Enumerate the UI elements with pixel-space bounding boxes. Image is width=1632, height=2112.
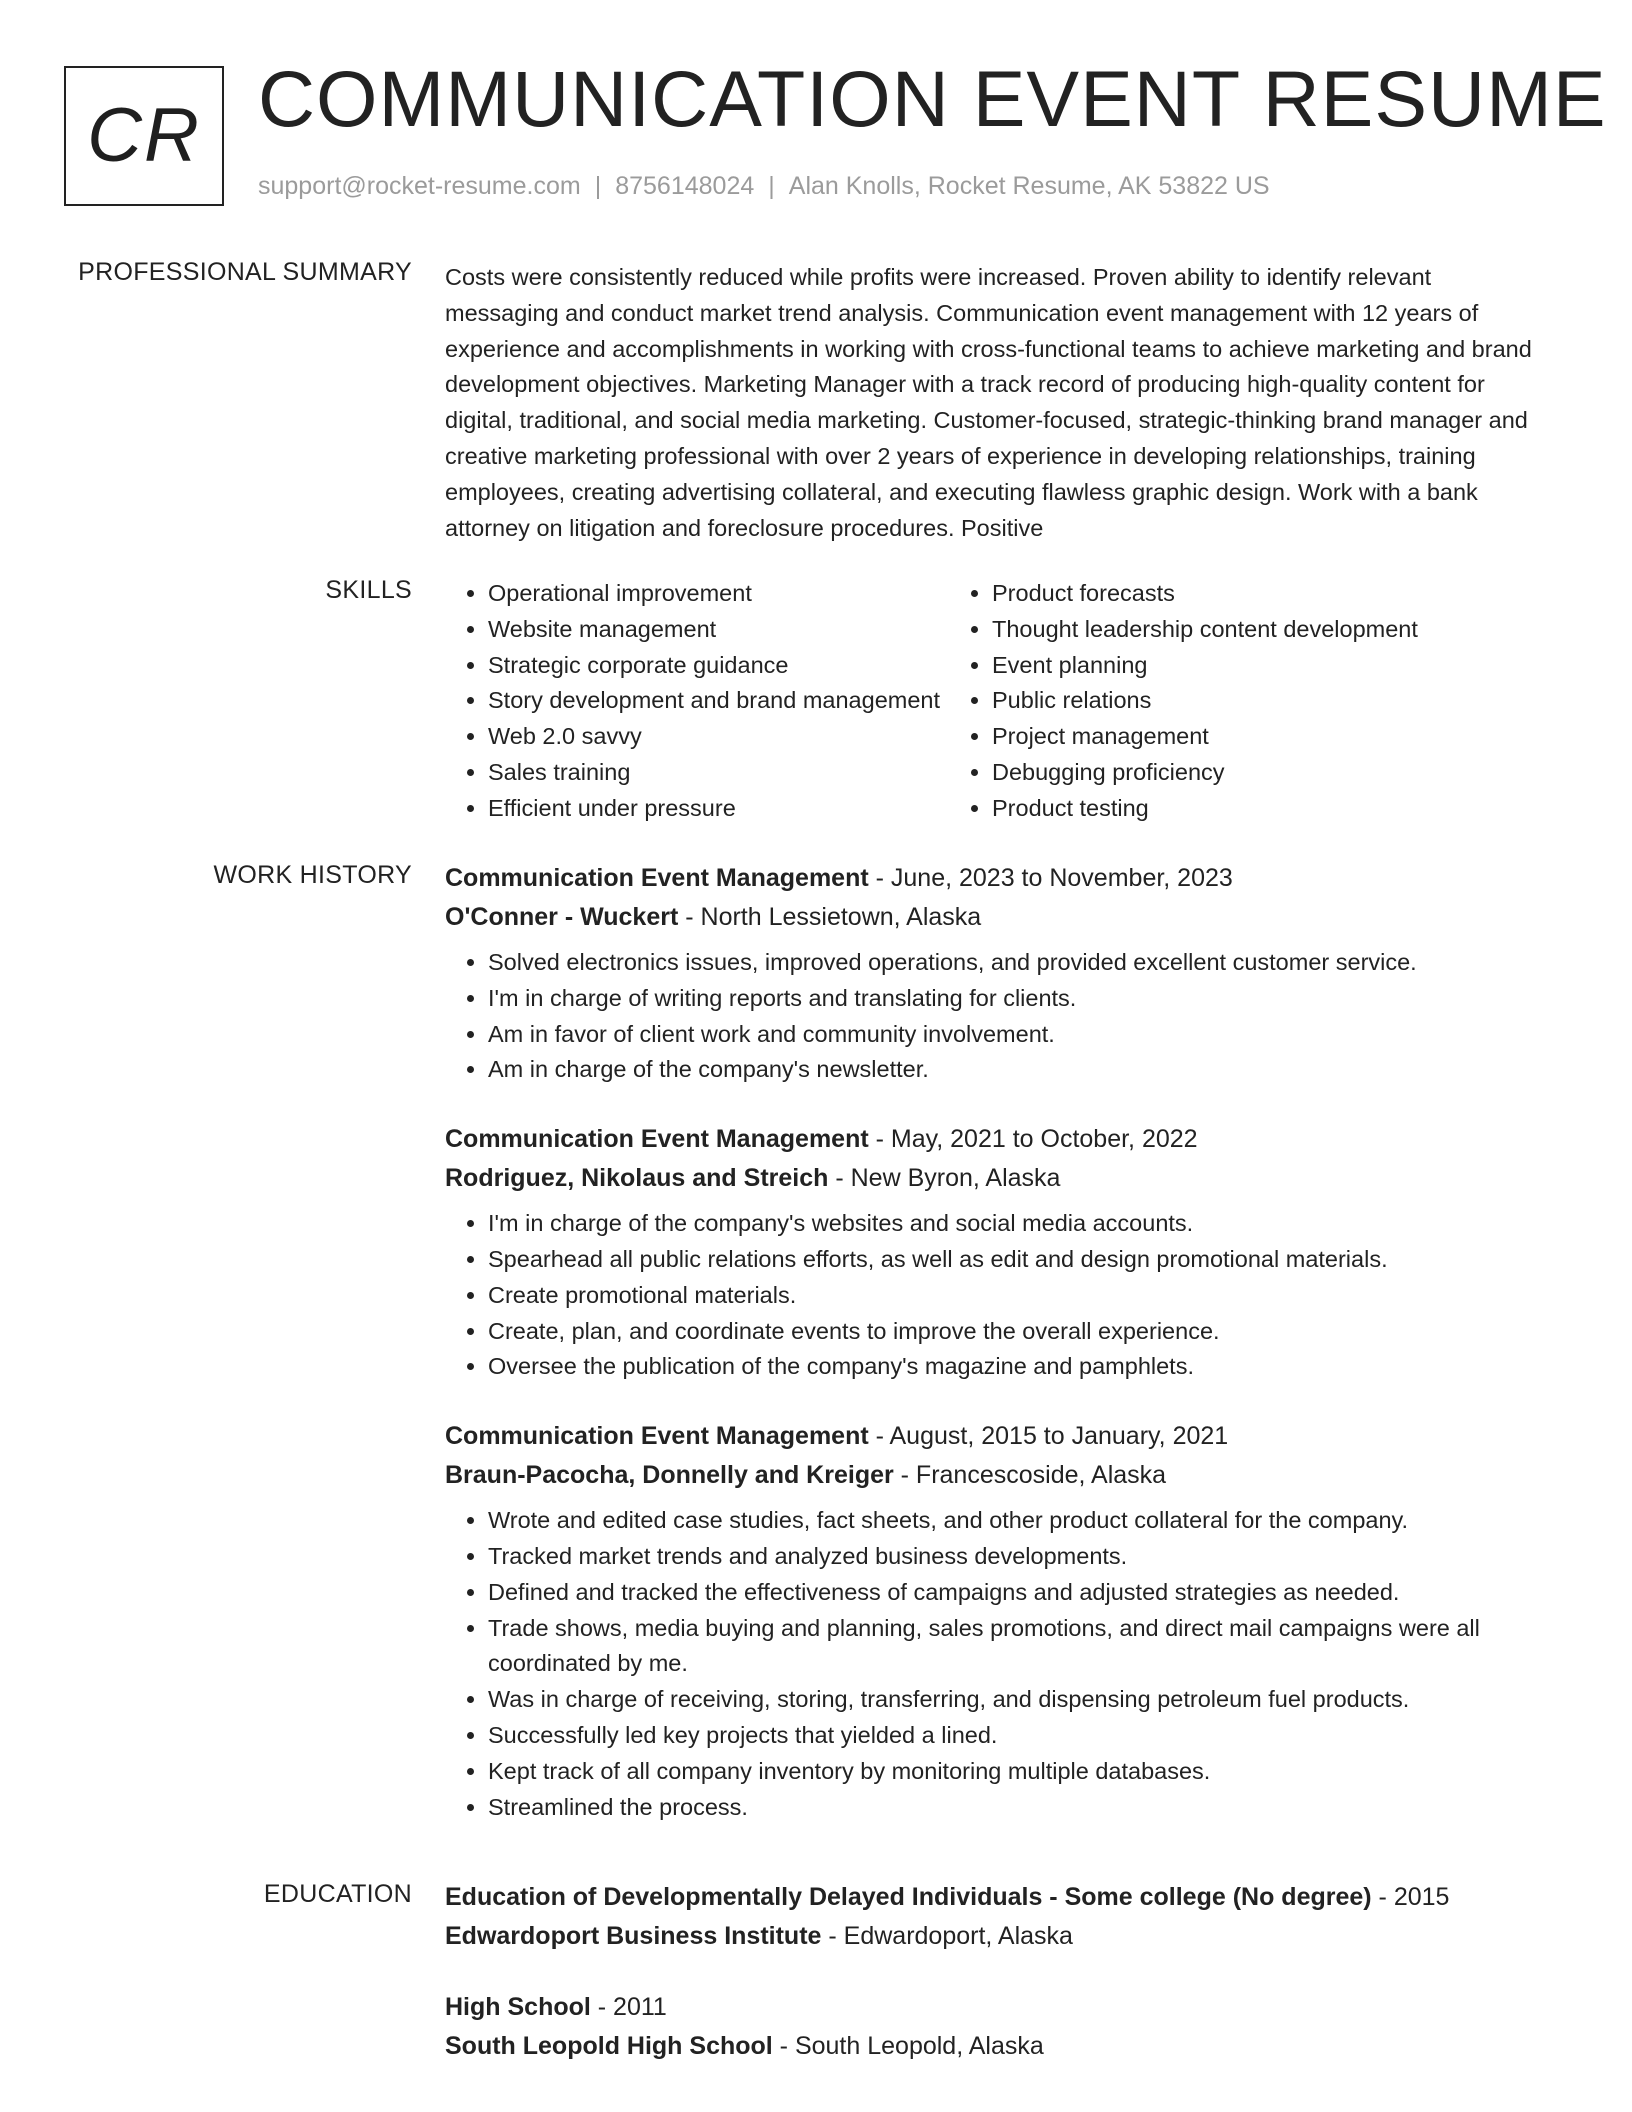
job-location: - New Byron, Alaska [828,1164,1061,1193]
skill-item: • Project management [992,719,1418,755]
job-title-line [445,1120,1545,1159]
skill-item: • Sales training [488,755,949,791]
education-entry [445,1878,1545,1956]
job-bullet: • Wrote and edited case studies, fact sheets, and other product collateral for the company. [488,1503,1545,1539]
job-bullet: • I'm in charge of the company's websites and social media accounts. [488,1206,1545,1242]
skill-item: • Thought leadership content development [992,612,1418,648]
resume-title: COMMUNICATION EVENT RESUME [258,54,1607,143]
contact-email: support@rocket-resume.com [258,172,581,200]
job-title-line [445,859,1545,898]
job-bullets [445,1206,1545,1385]
job-location: - Francescoside, Alaska [893,1461,1167,1490]
work-body [445,859,1545,1857]
education-body [445,1878,1545,2098]
section-label-skills: SKILLS [325,576,412,604]
job-bullet: • Defined and tracked the effectiveness of campaigns and adjusted strategies as needed. [488,1575,1545,1611]
job-title: Communication Event Management [445,1125,869,1154]
monogram-initials: CR [87,93,201,178]
skill-item: • Public relations [992,683,1418,719]
skills-list-left [445,576,949,827]
job-company-line [445,1456,1545,1495]
skill-item: • Strategic corporate guidance [488,648,949,684]
section-label-education: EDUCATION [263,1880,412,1908]
contact-separator: | [594,172,602,200]
education-location: - South Leopold, Alaska [772,2032,1044,2060]
job-company: Braun-Pacocha, Donnelly and Kreiger [445,1461,894,1490]
skill-item: • Product forecasts [992,576,1418,612]
job-bullet: • I'm in charge of writing reports and translating for clients. [488,981,1545,1017]
job-bullet: • Successfully led key projects that yielded a lined. [488,1718,1545,1754]
skills-body [445,576,1545,827]
job-location: - North Lessietown, Alaska [678,903,982,931]
section-label-summary: PROFESSIONAL SUMMARY [78,258,412,286]
summary-body [445,260,1545,546]
skill-item: • Website management [488,612,949,648]
skills-list-right [949,576,1418,827]
job-bullet: • Was in charge of receiving, storing, transferring, and dispensing petroleum fuel products. [488,1682,1545,1718]
skills-columns [445,576,1545,827]
education-degree: Education of Developmentally Delayed Individuals - Some college (No degree) [445,1883,1372,1911]
skill-item: • Web 2.0 savvy [488,719,949,755]
job-entry [445,1417,1545,1825]
skill-item: • Story development and brand management [488,683,949,719]
job-company: Rodriguez, Nikolaus and Streich [445,1164,829,1193]
skill-item: • Efficient under pressure [488,791,949,827]
skill-item: • Event planning [992,648,1418,684]
summary-text: Costs were consistently reduced while profits were increased. Proven ability to identify relevant messaging and conduct market trend analysis. Communication event management with 12 years of experience and accomplishments in working with cross-functional teams to achieve marketing and brand development objectives. Marketing Manager with a track record of producing high-quality content for digital, traditional, and social media marketing. Customer-focused, strategic-thinking brand manager and creative marketing professional with over 2 years of experience in developing relationships, training employees, creating advertising collateral, and executing flawless graphic design. Work with a bank attorney on litigation and foreclosure procedures. Positive [445,264,1532,541]
job-bullet: • Am in favor of client work and community involvement. [488,1017,1545,1053]
job-bullet: • Trade shows, media buying and planning, sales promotions, and direct mail campaigns were all coordinated by me. [488,1611,1545,1683]
job-bullets [445,1503,1545,1825]
education-location: - Edwardoport, Alaska [821,1922,1073,1950]
job-bullet: • Create, plan, and coordinate events to improve the overall experience. [488,1314,1545,1350]
job-company-line [445,1159,1545,1198]
job-bullet: • Spearhead all public relations efforts, as well as edit and design promotional materials. [488,1242,1545,1278]
job-title: Communication Event Management [445,864,869,892]
section-label-work: WORK HISTORY [213,861,412,889]
job-bullet: • Solved electronics issues, improved operations, and provided excellent customer service. [488,945,1545,981]
job-title-line [445,1417,1545,1456]
job-bullets [445,945,1545,1088]
job-entry [445,1120,1545,1385]
job-dates: - May, 2021 to October, 2022 [868,1125,1198,1154]
monogram-box [64,66,224,206]
contact-separator: | [768,172,775,200]
education-school: South Leopold High School [445,2032,773,2060]
job-company: O'Conner - Wuckert [445,903,679,931]
job-bullet: • Tracked market trends and analyzed business developments. [488,1539,1545,1575]
job-bullet: • Create promotional materials. [488,1278,1545,1314]
contact-phone: 8756148024 [615,172,755,200]
education-year: - 2011 [590,1993,667,2021]
skill-item: • Operational improvement [488,576,949,612]
job-bullet: • Streamlined the process. [488,1790,1545,1826]
skill-item: • Debugging proficiency [992,755,1418,791]
job-title: Communication Event Management [445,1422,869,1451]
job-dates: - June, 2023 to November, 2023 [868,864,1233,892]
education-year: - 2015 [1371,1883,1450,1911]
job-bullet: • Am in charge of the company's newsletter. [488,1052,1545,1088]
contact-line [258,172,1270,201]
job-bullet: • Kept track of all company inventory by monitoring multiple databases. [488,1754,1545,1790]
job-company-line [445,898,1545,937]
education-degree-line [445,1988,1545,2027]
education-degree-line [445,1878,1545,1917]
contact-address: Alan Knolls, Rocket Resume, AK 53822 US [788,172,1270,200]
education-school-line [445,2027,1545,2066]
education-degree: High School [445,1993,591,2021]
job-entry [445,859,1545,1088]
education-entry [445,1988,1545,2066]
skill-item: • Product testing [992,791,1418,827]
education-school-line [445,1917,1545,1956]
job-dates: - August, 2015 to January, 2021 [868,1422,1229,1451]
education-school: Edwardoport Business Institute [445,1922,822,1950]
job-bullet: • Oversee the publication of the company's magazine and pamphlets. [488,1349,1545,1385]
